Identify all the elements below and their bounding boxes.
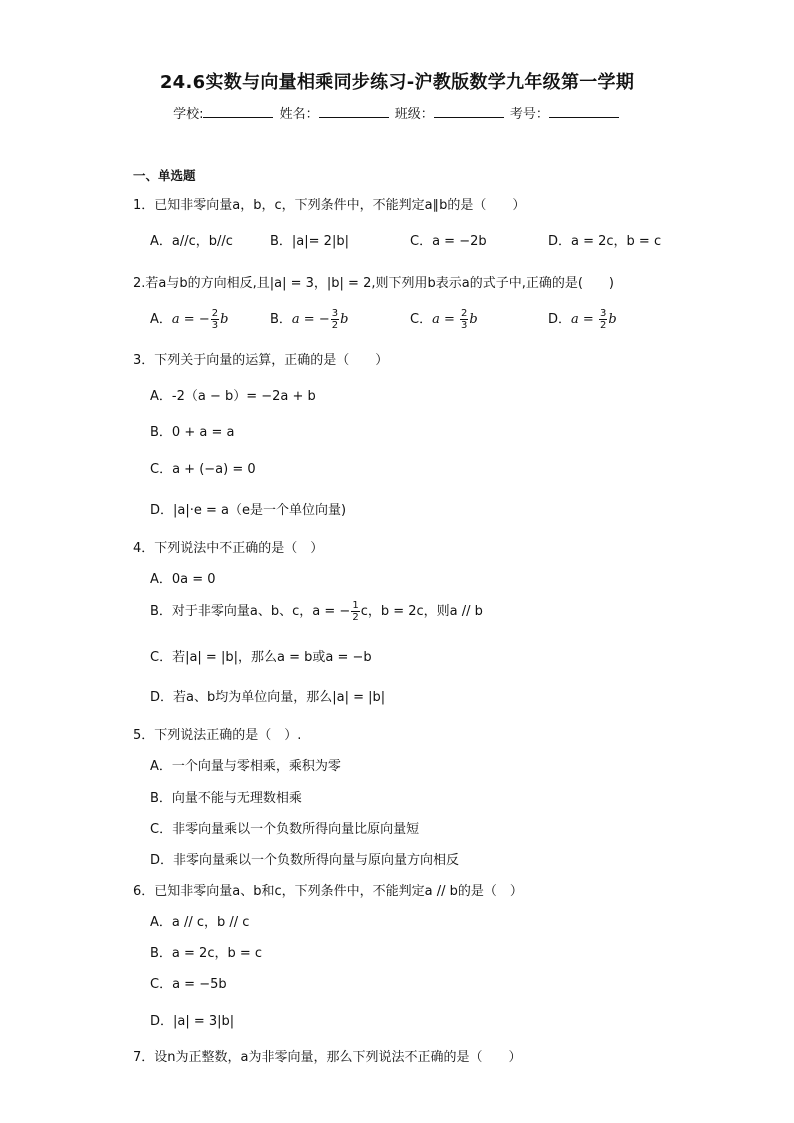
question-2-option-d (548, 308, 617, 331)
numerator: 1 (352, 600, 359, 611)
question-1-option-c: C．a = −2b (410, 234, 487, 249)
class-label: 班级： (394, 107, 434, 122)
formula-lhs: a = (432, 312, 459, 327)
fraction (599, 308, 607, 331)
school-label: 学校: (173, 107, 204, 122)
numerator: 3 (331, 308, 339, 319)
fraction (331, 308, 339, 331)
page-title: 24.6实数与向量相乘同步练习-沪教版数学九年级第一学期 (159, 72, 635, 93)
denominator: 2 (599, 320, 607, 331)
question-6-option-d: D．|a| = 3|b| (150, 1014, 235, 1029)
denominator: 2 (352, 612, 359, 623)
question-4-option-d: D．若a、b均为单位向量，那么|a| = |b| (150, 690, 386, 705)
question-3-stem: 3．下列关于向量的运算，正确的是（ ） (133, 353, 389, 368)
denominator: 2 (331, 320, 339, 331)
question-3-option-c: C．a + (−a) = 0 (150, 462, 256, 477)
question-1-stem: 1．已知非零向量a，b，c，下列条件中，不能判定a∥b的是（ ） (133, 198, 526, 213)
question-6-option-a: A．a // c，b // c (150, 915, 250, 930)
denominator: 3 (211, 320, 219, 331)
question-6-option-c: C．a = −5b (150, 977, 227, 992)
class-blank[interactable] (434, 105, 504, 118)
exam-number-label: 考号： (509, 107, 549, 122)
fraction (460, 308, 468, 331)
question-4-option-c: C．若|a| = |b|，那么a = b或a = −b (150, 650, 372, 665)
question-6-stem: 6．已知非零向量a、b和c，下列条件中，不能判定a // b的是（ ） (133, 884, 523, 899)
section-heading: 一、单选题 (133, 168, 196, 183)
exam-number-blank[interactable] (549, 105, 619, 118)
name-blank[interactable] (319, 105, 389, 118)
option-text-start: B．对于非零向量a、b、c，a = − (150, 604, 351, 619)
question-2-stem: 2.若a与b的方向相反,且|a| = 3，|b| = 2,则下列用b表示a的式子中,正确的是( ) (133, 276, 614, 291)
name-label: 姓名： (279, 107, 319, 122)
numerator: 2 (211, 308, 219, 319)
formula-rhs: b (340, 312, 349, 327)
question-5-option-a: A．一个向量与零相乘，乘积为零 (150, 759, 341, 774)
numerator: 2 (461, 308, 468, 319)
question-2-option-b (270, 308, 348, 331)
question-2-option-a (150, 308, 228, 331)
question-3-option-d: D．|a|·e = a（e是一个单位向量) (150, 503, 347, 518)
fraction (211, 308, 219, 331)
question-3-option-b: B．0 + a = a (150, 425, 235, 440)
question-1-option-b: B．|a|= 2|b| (270, 234, 349, 249)
formula-lhs: a = (571, 312, 598, 327)
formula-rhs: b (220, 312, 229, 327)
numerator: 3 (599, 308, 607, 319)
question-5-option-d: D．非零向量乘以一个负数所得向量与原向量方向相反 (150, 853, 460, 868)
option-letter: D． (548, 312, 572, 327)
option-letter: C． (410, 312, 433, 327)
question-1-option-d: D．a = 2c，b = c (548, 234, 662, 249)
formula-lhs: a = − (291, 312, 330, 327)
question-4-option-a: A．0a = 0 (150, 572, 216, 587)
question-1-option-a: A．a//c，b//c (150, 234, 233, 249)
question-5-option-b: B．向量不能与无理数相乘 (150, 791, 302, 806)
denominator: 3 (461, 320, 468, 331)
question-3-option-a: A．-2（a − b）= −2a + b (150, 389, 316, 404)
formula-rhs: b (608, 312, 617, 327)
fraction (351, 600, 359, 623)
option-text-end: c，b = 2c，则a // b (360, 604, 483, 619)
question-5-option-c: C．非零向量乘以一个负数所得向量比原向量短 (150, 822, 420, 837)
option-letter: A． (150, 312, 172, 327)
student-info-line (0, 103, 794, 122)
question-4-option-b (150, 600, 483, 623)
question-7-stem: 7．设n为正整数，a为非零向量，那么下列说法不正确的是（ ） (133, 1050, 522, 1065)
question-2-option-c (410, 308, 478, 331)
question-5-stem: 5．下列说法正确的是（ ）. (133, 728, 302, 743)
school-blank[interactable] (203, 105, 273, 118)
formula-lhs: a = − (171, 312, 210, 327)
formula-rhs: b (469, 312, 478, 327)
question-6-option-b: B．a = 2c，b = c (150, 946, 263, 961)
option-letter: B． (270, 312, 292, 327)
question-4-stem: 4．下列说法中不正确的是（ ） (133, 541, 324, 556)
